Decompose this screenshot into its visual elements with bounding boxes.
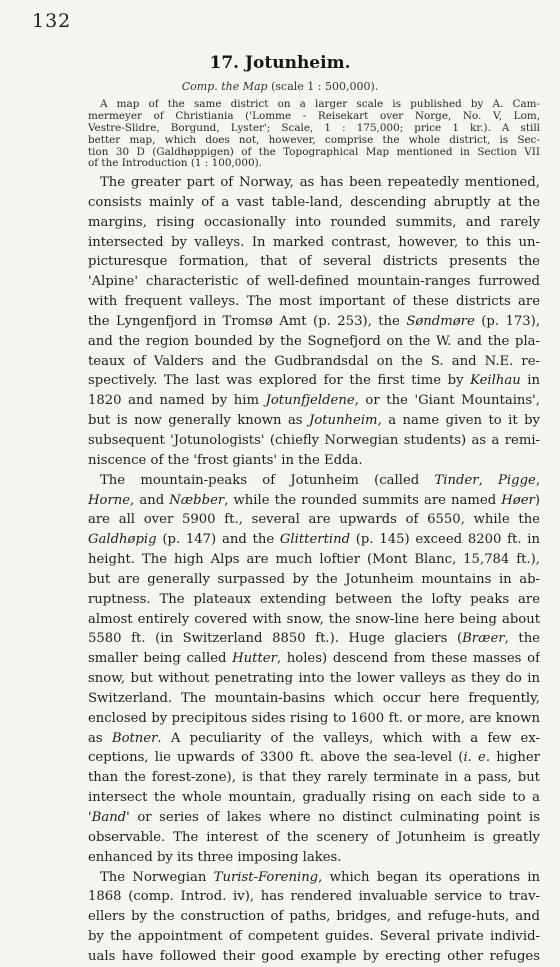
text-line xyxy=(88,669,540,689)
italic-term: Galdhøpig xyxy=(88,532,157,548)
italic-term: Næbber xyxy=(169,492,225,508)
text-run: and the region bounded by the Sognefjord on the W. and the pla- xyxy=(88,333,540,349)
text-run: ceptions, lie upwards of 3300 ft. above the sea-level ( xyxy=(88,750,464,766)
text-line xyxy=(88,272,540,292)
italic-term: Turist-Forening xyxy=(213,869,319,885)
text-line xyxy=(88,550,540,570)
text-line xyxy=(88,510,540,530)
text-line xyxy=(88,491,540,511)
note-line: A map of the same district on a larger scale is published by A. Cam- xyxy=(100,99,540,110)
text-run: intersect the whole mountain, gradually rising on each side to a xyxy=(88,790,540,806)
text-run: higher xyxy=(490,750,540,766)
italic-term: Horne xyxy=(88,492,131,508)
italic-term: Jotunheim xyxy=(309,413,378,429)
text-line xyxy=(88,808,540,828)
text-run: uals have followed their good example by erecting other refuges xyxy=(88,948,540,964)
text-run: intersected by valleys. In marked contrast, however, to this un- xyxy=(88,234,540,250)
italic-term: i. e. xyxy=(463,750,491,766)
text-run: snow, but without penetrating into the lower valleys as they do in xyxy=(88,671,540,687)
italic-term: Tinder xyxy=(434,472,479,488)
text-line xyxy=(88,947,540,967)
text-run: Switzerland. The mountain-basins which occur here frequently, xyxy=(88,690,540,706)
text-line xyxy=(88,451,540,471)
text-line xyxy=(88,788,540,808)
text-run: , xyxy=(478,472,499,488)
text-line xyxy=(88,213,540,233)
text-run: observable. The interest of the scenery of Jotunheim is greatly xyxy=(88,829,540,845)
note-line: Vestre-Slidre, Borgund, Lyster'; Scale, 1 : 175,000; price 1 kr.). A still xyxy=(88,122,540,134)
text-run: almost entirely covered with snow, the snow-line here being about xyxy=(88,611,540,627)
note-line: better map, which does not, however, comprise the whole district, is Sec- xyxy=(88,134,540,146)
italic-term: Keilhau xyxy=(470,373,521,389)
text-run: 5580 ft. (in Switzerland 8850 ft.). Huge glaciers ( xyxy=(88,631,463,647)
text-line xyxy=(88,193,540,213)
text-line xyxy=(88,709,540,729)
text-run: with frequent valleys. The most important of these districts are xyxy=(88,294,540,310)
text-run: by the appointment of competent guides. Several private individ- xyxy=(88,929,540,945)
text-line xyxy=(88,332,540,352)
text-run: , a name given to it by xyxy=(377,413,540,429)
text-line xyxy=(88,173,540,193)
italic-term: Hutter xyxy=(232,651,277,667)
text-run: ) xyxy=(534,492,540,508)
text-run: , the xyxy=(504,631,540,647)
italic-term: Søndmøre xyxy=(406,313,475,329)
text-run: margins, rising occasionally into rounded summits, and rarely xyxy=(88,214,540,230)
text-line xyxy=(88,868,540,888)
text-line xyxy=(88,887,540,907)
small-print-note xyxy=(88,99,540,170)
text-run: consists mainly of a vast table-land, descending abruptly at the xyxy=(88,194,540,210)
text-run: picturesque formation, that of several districts presents the xyxy=(88,254,540,270)
text-line xyxy=(88,312,540,332)
text-run: niscence of the 'frost giants' in the Edda. xyxy=(88,452,363,468)
text-run: in xyxy=(520,373,540,389)
text-line xyxy=(88,610,540,630)
text-run: The mountain-peaks of Jotunheim (called xyxy=(100,472,435,488)
text-line xyxy=(88,471,540,491)
italic-term: Botner xyxy=(111,730,158,746)
text-run: , holes) descend from these masses of xyxy=(276,651,540,667)
text-run: as xyxy=(88,730,112,746)
text-line xyxy=(88,828,540,848)
text-run: than the forest-zone), is that they rarely terminate in a pass, but xyxy=(88,770,540,786)
text-run: , while the rounded summits are named xyxy=(224,492,502,508)
text-run: spectively. The last was explored for the first time by xyxy=(88,373,471,389)
italic-term: Pigge xyxy=(498,472,536,488)
text-line xyxy=(88,689,540,709)
text-line xyxy=(88,352,540,372)
text-line xyxy=(88,371,540,391)
text-line xyxy=(88,391,540,411)
note-line: mermeyer of Christiania ('Lomme - Reisekart over Norge, No. V, Lom, xyxy=(88,110,540,122)
italic-term: Bræer xyxy=(462,631,505,647)
italic-term: Høer xyxy=(501,492,535,508)
text-run: ' xyxy=(88,810,92,825)
text-run: (p. 145) exceed 8200 ft. in xyxy=(350,532,540,548)
text-run: , xyxy=(535,472,540,488)
text-run: are all over 5900 ft., several are upwards of 6550, while the xyxy=(88,512,540,528)
text-line xyxy=(88,570,540,590)
text-run: , which began its operations in xyxy=(318,869,540,885)
text-line xyxy=(88,649,540,669)
text-run: but is now generally known as xyxy=(88,413,310,429)
text-run: 1820 and named by him xyxy=(88,393,266,409)
text-run: (p. 147) and the xyxy=(156,532,280,548)
text-line xyxy=(88,768,540,788)
body-text xyxy=(88,173,540,967)
text-line xyxy=(88,233,540,253)
text-line xyxy=(88,927,540,947)
text-run: ' or series of lakes where no distinct culminating point is xyxy=(126,810,540,825)
text-run: (p. 173), xyxy=(474,313,540,329)
text-run: enhanced by its three imposing lakes. xyxy=(88,849,342,865)
italic-term: Band xyxy=(91,810,127,825)
text-run: ruptness. The plateaux extending between the lofty peaks are xyxy=(88,591,540,607)
text-run: . A peculiarity of the valleys, which with a few ex- xyxy=(157,730,540,746)
text-line xyxy=(88,907,540,927)
text-run: smaller being called xyxy=(88,651,233,667)
text-line xyxy=(88,411,540,431)
map-reference-italic: Comp. the Map xyxy=(181,80,268,93)
italic-term: Jotunfjeldene xyxy=(265,393,355,409)
text-run: height. The high Alps are much loftier (Mont Blanc, 15,784 ft.), xyxy=(88,552,540,568)
text-line xyxy=(88,292,540,312)
text-run: subsequent 'Jotunologists' (chiefly Norwegian students) as a remi- xyxy=(88,432,540,448)
note-line: tion 30 D (Galdhøppigen) of the Topographical Map mentioned in Section VII xyxy=(88,146,540,158)
text-run: the Lyngenfjord in Tromsø Amt (p. 253), the xyxy=(88,313,407,329)
note-line: of the Introduction (1 : 100,000). xyxy=(88,158,262,170)
text-run: The Norwegian xyxy=(100,869,214,885)
text-line xyxy=(88,590,540,610)
text-run: teaux of Valders and the Gudbrandsdal on the S. and N.E. re- xyxy=(88,353,540,369)
text-line xyxy=(88,848,540,868)
text-run: ellers by the construction of paths, bridges, and refuge-huts, and xyxy=(88,909,540,925)
text-run: 'Alpine' characteristic of well-defined mountain-ranges furrowed xyxy=(88,274,540,290)
text-run: enclosed by precipitous sides rising to 1600 ft. or more, are known xyxy=(88,710,540,726)
page-number: 132 xyxy=(32,10,72,32)
text-line xyxy=(88,252,540,272)
text-run: , or the 'Giant Mountains', xyxy=(354,393,540,409)
chapter-heading: 17. Jotunheim. xyxy=(209,53,351,73)
text-run: The greater part of Norway, as has been repeatedly mentioned, xyxy=(100,175,540,190)
text-run: but are generally surpassed by the Jotunheim mountains in ab- xyxy=(88,571,540,587)
map-reference-scale: (scale 1 : 500,000). xyxy=(267,80,379,93)
italic-term: Glittertind xyxy=(279,532,351,548)
map-reference xyxy=(0,80,560,93)
text-line xyxy=(88,431,540,451)
text-line xyxy=(88,748,540,768)
text-line xyxy=(88,530,540,550)
text-line xyxy=(88,729,540,749)
text-run: 1868 (comp. Introd. iv), has rendered invaluable service to trav- xyxy=(88,889,540,905)
text-run: , and xyxy=(130,492,170,508)
text-line xyxy=(88,629,540,649)
